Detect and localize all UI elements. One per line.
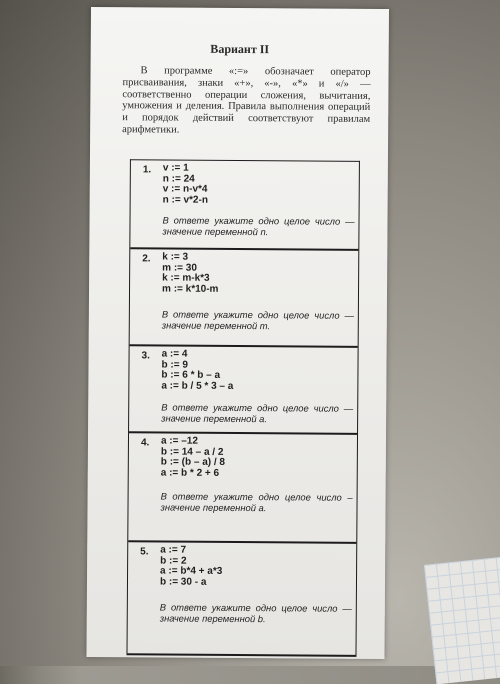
code-line: a := b / 5 * 3 – a (161, 380, 234, 392)
graph-paper-corner (424, 556, 500, 684)
worksheet (86, 7, 389, 659)
task-1 (130, 160, 359, 251)
code-line: b := 6 * b – a (161, 369, 221, 382)
code-line: a := 4 (161, 348, 188, 360)
code-line: m := 30 (162, 262, 197, 274)
tasks-table (126, 159, 359, 657)
code-line: b := 2 (160, 555, 187, 567)
answer-instruction: В ответе укажите одно целое число — значение переменной m. (161, 308, 354, 332)
code-line: n := 24 (162, 173, 195, 185)
code-line: v := 1 (162, 162, 189, 174)
code-line: b := 30 - a (159, 576, 207, 588)
code-line: a := b * 2 + 6 (160, 467, 220, 479)
answer-instruction: В ответе укажите одно целое число — значение переменной a. (161, 401, 354, 425)
code-line: a := –12 (160, 435, 198, 447)
code-line: b := 14 – a / 2 (160, 446, 224, 458)
task-4 (128, 433, 357, 544)
answer-instruction: В ответе укажите одно целое число — значение переменной b. (159, 601, 352, 625)
task-number: 3. (141, 350, 150, 362)
answer-instruction: В ответе укажите одно целое число – значение переменной a. (160, 490, 353, 514)
intro-paragraph: В программе «:=» обозначает оператор присваивания, знаки «+», «-», «*» и «/» — соответственно операции сложения, вычитания, умножения и деления. Правила выполнения операций и порядок действий соответствуют правилам арифметики. (122, 65, 371, 136)
code-line: k := m-k*3 (162, 272, 210, 284)
answer-instruction: В ответе укажите одно целое число — значение переменной n. (162, 214, 355, 238)
task-5 (127, 542, 356, 657)
task-3 (129, 346, 358, 435)
task-number: 4. (140, 437, 150, 449)
task-number: 5. (140, 546, 149, 558)
code-line: v := n-v*4 (162, 183, 208, 195)
task-number: 2. (142, 253, 151, 265)
task-number: 1. (142, 164, 152, 176)
code-line: m := k*10-m (161, 283, 219, 295)
code-line: n := v*2-n (162, 194, 208, 206)
page-title: Вариант II (210, 41, 270, 57)
code-line: a := b*4 + a*3 (160, 565, 223, 578)
task-2 (130, 249, 359, 348)
code-line: k := 3 (162, 251, 189, 263)
code-line: b := 9 (161, 359, 188, 371)
code-line: b := (b – a) / 8 (160, 456, 226, 469)
code-line: a := 7 (160, 544, 187, 556)
